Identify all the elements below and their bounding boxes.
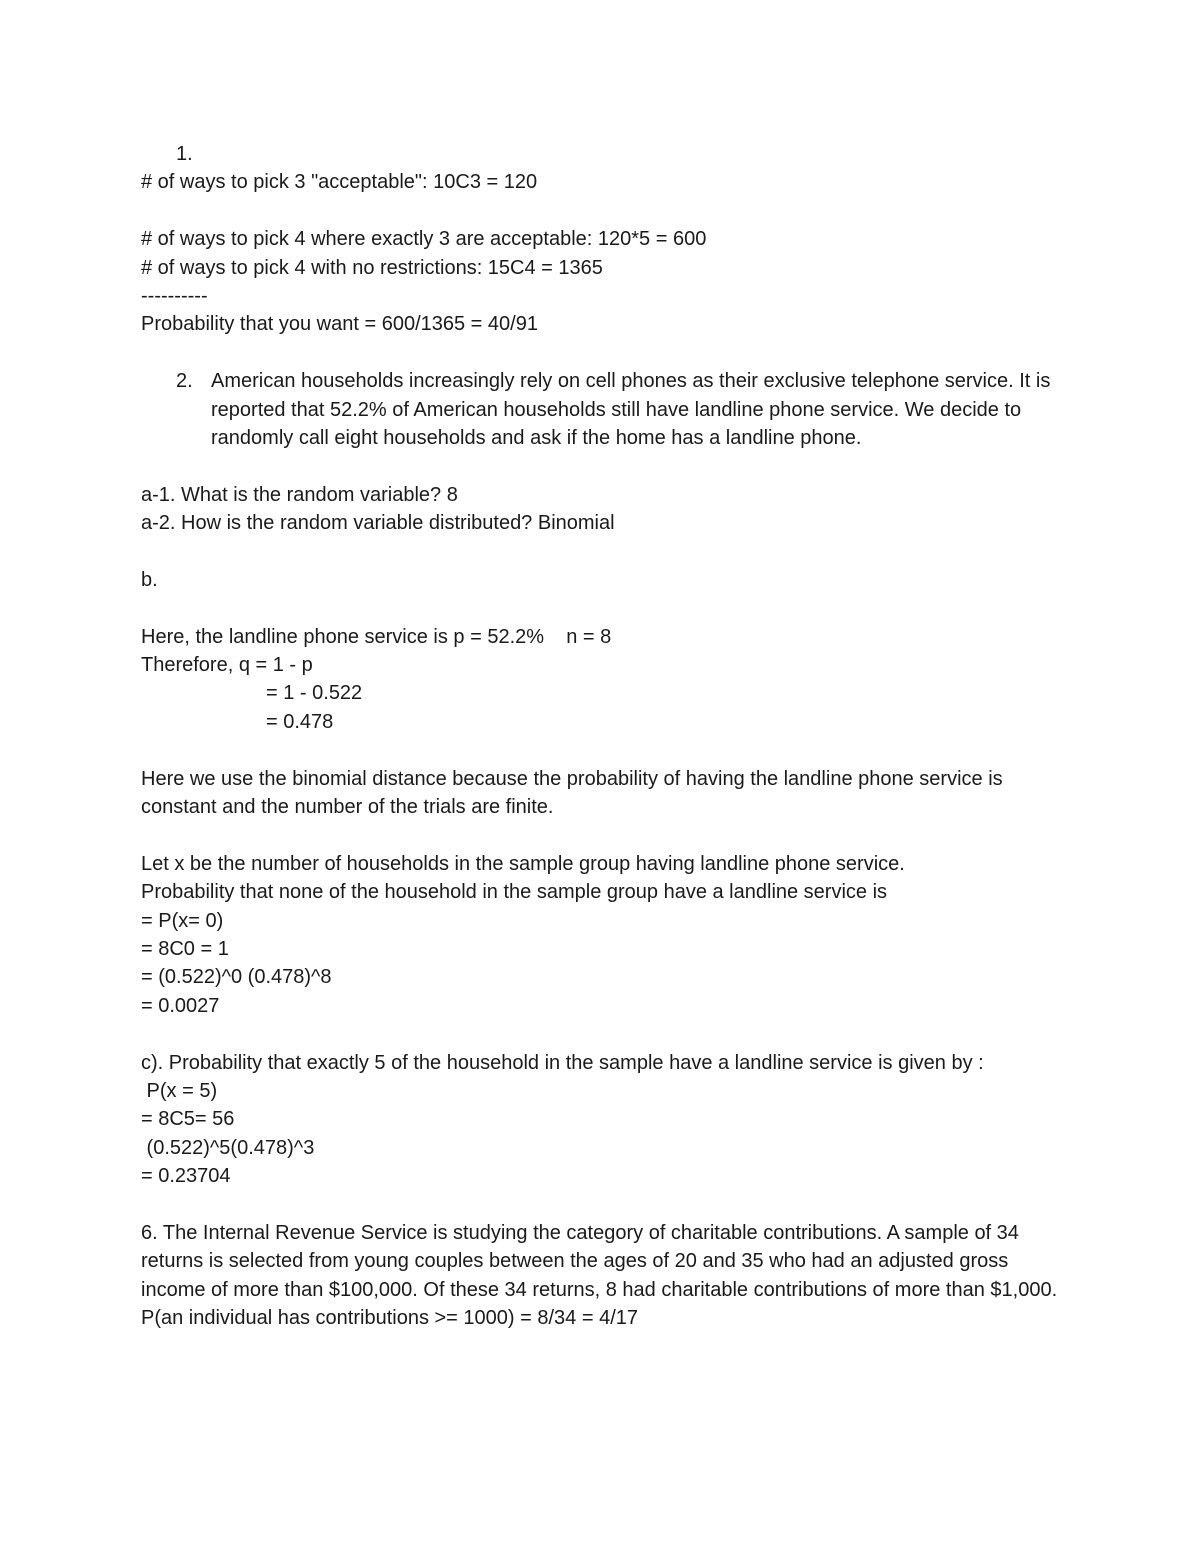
part-c-eq-3: (0.522)^5(0.478)^3 — [141, 1136, 315, 1159]
question-1-number: 1. — [176, 143, 193, 165]
part-b-eq-3: = (0.522)^0 (0.478)^8 — [141, 966, 332, 989]
q1-line-no-restrictions: # of ways to pick 4 with no restrictions: 15C4 = 1365 — [141, 256, 603, 279]
part-b-prob-none: Probability that none of the household in the sample group have a landline service is — [141, 881, 888, 904]
part-c-eq-1: P(x = 5) — [141, 1079, 218, 1102]
part-b-p-value: Here, the landline phone service is p = 52.2% n = 8 — [141, 625, 612, 648]
q1-divider: ---------- — [141, 284, 208, 307]
spacer — [141, 197, 1071, 225]
spacer — [141, 452, 1071, 480]
part-b-label: b. — [141, 568, 158, 591]
part-b-q-formula: Therefore, q = 1 - p — [141, 654, 313, 677]
spacer — [141, 1020, 1071, 1048]
part-b-let-x: Let x be the number of households in the sample group having landline phone service. — [141, 852, 905, 875]
part-b-q-result: = 0.478 — [266, 710, 334, 733]
question-6-answer: P(an individual has contributions >= 1000) = 8/34 = 4/17 — [141, 1307, 639, 1330]
part-c-eq-2: = 8C5= 56 — [141, 1108, 235, 1131]
spacer — [141, 736, 1071, 764]
part-a1: a-1. What is the random variable? 8 — [141, 483, 458, 506]
spacer — [141, 538, 1071, 566]
question-2-number: 2. — [176, 370, 193, 393]
spacer — [141, 339, 1071, 367]
part-c-eq-4: = 0.23704 — [141, 1165, 231, 1188]
q1-probability: Probability that you want = 600/1365 = 40/91 — [141, 313, 538, 336]
part-c-intro: c). Probability that exactly 5 of the household in the sample have a landline service is given by : — [141, 1051, 984, 1074]
part-a2: a-2. How is the random variable distributed? Binomial — [141, 512, 615, 535]
q1-line-acceptable: # of ways to pick 3 "acceptable": 10C3 = 120 — [141, 171, 538, 194]
question-2-text: American households increasingly rely on cell phones as their exclusive telephone service. It is reported that 52.2% of American households still have landline phone service. We decide to randomly call eight households and ask if the home has a landline phone. — [211, 370, 1051, 449]
question-6-text: 6. The Internal Revenue Service is studying the category of charitable contributions. A sample of 34 returns is selected from young couples between the ages of 20 and 35 who had an adjusted gross income of more than $100,000. Of these 34 returns, 8 had charitable contributions of more than $1,000. — [141, 1221, 1058, 1301]
part-b-q-step: = 1 - 0.522 — [266, 682, 363, 705]
spacer — [141, 1191, 1071, 1219]
part-b-eq-1: = P(x= 0) — [141, 909, 224, 932]
part-b-explanation: Here we use the binomial distance because the probability of having the landline phone service is constant and the number of the trials are finite. — [141, 767, 1003, 819]
part-b-eq-4: = 0.0027 — [141, 994, 220, 1017]
spacer — [141, 594, 1071, 622]
q1-line-exactly-3: # of ways to pick 4 where exactly 3 are acceptable: 120*5 = 600 — [141, 228, 707, 251]
question-2 — [176, 367, 1071, 452]
part-b-eq-2: = 8C0 = 1 — [141, 938, 229, 961]
document-content — [141, 140, 1071, 1333]
spacer — [141, 821, 1071, 849]
